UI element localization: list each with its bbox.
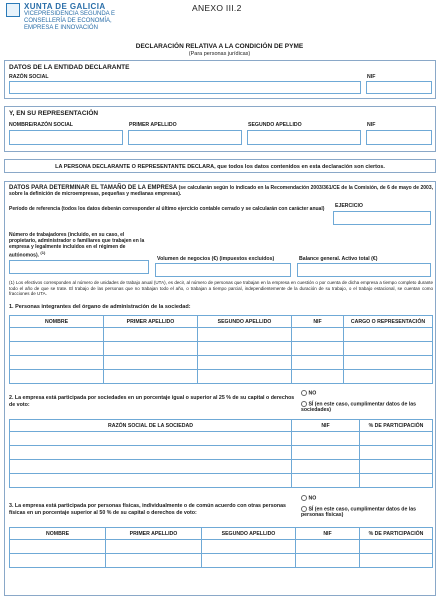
q2-si-label: SÍ (en este caso, cumplimentar datos de las sociedades) (301, 401, 416, 414)
q2-option-no[interactable] (301, 390, 316, 396)
q3-col-segundo-apellido: SEGUNDO APELLIDO (202, 528, 296, 540)
balance-field[interactable] (297, 263, 431, 277)
table-cell[interactable] (360, 554, 433, 568)
table-cell[interactable] (104, 342, 198, 356)
table-row (10, 328, 433, 342)
q3-table (9, 527, 433, 568)
rep-segundo-apellido-label: SEGUNDO APELLIDO (248, 122, 302, 128)
logo-line-2: CONSELLERÍA DE ECONOMÍA, (24, 17, 112, 24)
rep-nif-field[interactable] (366, 130, 432, 145)
rep-nombre-label: NOMBRE/RAZÓN SOCIAL (9, 122, 73, 128)
table-cell[interactable] (10, 328, 104, 342)
q2-no-radio[interactable] (301, 390, 307, 396)
q1-col-primer-apellido: PRIMER APELLIDO (104, 316, 198, 328)
table-row (10, 474, 433, 488)
table-cell[interactable] (10, 474, 292, 488)
q3-no-label: NO (308, 495, 317, 502)
balance-label: Balance general. Activo total (€) (299, 256, 378, 262)
q2-no-label: NO (308, 390, 317, 397)
table-cell[interactable] (106, 554, 202, 568)
annex-label: ANEXO III.2 (192, 3, 242, 13)
negocios-field[interactable] (155, 263, 291, 277)
entity-nif-field[interactable] (366, 81, 432, 94)
table-cell[interactable] (104, 328, 198, 342)
rep-nombre-field[interactable] (9, 130, 123, 145)
table-cell[interactable] (10, 342, 104, 356)
rep-primer-apellido-field[interactable] (128, 130, 242, 145)
q2-table (9, 419, 433, 488)
q1-title: 1. Personas integrantes del órgano de administración de la sociedad: (9, 304, 191, 310)
representative-section (4, 106, 436, 152)
table-cell[interactable] (360, 540, 433, 554)
q2-title: 2. La empresa está participada por sociedades en un porcentaje igual o superior al 25 % de su capital o derechos de voto: (9, 395, 295, 408)
table-cell[interactable] (292, 432, 360, 446)
logo-line-3: EMPRESA E INNOVACIÓN (24, 24, 98, 31)
table-cell[interactable] (360, 474, 433, 488)
logo-line-1: VICEPRESIDENCIA SEGUNDA E (24, 11, 116, 17)
table-cell[interactable] (292, 446, 360, 460)
table-cell[interactable] (296, 554, 360, 568)
logo-brand: XUNTA DE GALICIA (24, 2, 106, 11)
xunta-logo-icon (6, 3, 20, 17)
table-header-row (10, 316, 433, 328)
q1-col-cargo: CARGO O REPRESENTACIÓN (344, 316, 433, 328)
table-row (10, 446, 433, 460)
table-row (10, 342, 433, 356)
table-header-row (10, 420, 433, 432)
q3-no-radio[interactable] (301, 495, 307, 501)
table-cell[interactable] (292, 370, 344, 384)
ejercicio-label: EJERCICIO (335, 203, 363, 209)
q3-option-si[interactable] (301, 506, 431, 518)
q1-col-nif: NIF (292, 316, 344, 328)
company-size-section (4, 181, 436, 596)
table-cell[interactable] (10, 540, 106, 554)
company-size-heading (9, 185, 433, 197)
q1-col-nombre: NOMBRE (10, 316, 104, 328)
q3-col-nif: NIF (296, 528, 360, 540)
q2-option-si[interactable] (301, 401, 431, 413)
table-cell[interactable] (104, 370, 198, 384)
table-cell[interactable] (198, 328, 292, 342)
trabajadores-field[interactable] (9, 260, 149, 274)
company-size-note: (se calcularán según lo indicado en la Recomendación 2003/361/CE de la Comisión, de 6 de mayo de 2003, sobre la definición de microempresas, pequeñas y medianas empresas). (9, 185, 433, 197)
table-row (10, 540, 433, 554)
q3-col-nombre: NOMBRE (10, 528, 106, 540)
rep-segundo-apellido-field[interactable] (247, 130, 361, 145)
table-row (10, 370, 433, 384)
table-cell[interactable] (344, 370, 433, 384)
q3-si-label: SÍ (en este caso, cumplimentar datos de las personas físicas) (301, 506, 416, 519)
table-cell[interactable] (360, 446, 433, 460)
trabajadores-label (9, 232, 151, 259)
table-cell[interactable] (10, 446, 292, 460)
table-cell[interactable] (292, 356, 344, 370)
q2-col-nif: NIF (292, 420, 360, 432)
table-cell[interactable] (292, 342, 344, 356)
table-cell[interactable] (202, 554, 296, 568)
representative-section-title: Y, EN SU REPRESENTACIÓN (9, 110, 99, 117)
table-cell[interactable] (344, 342, 433, 356)
uta-footnote: (1) Los efectivos corresponden al número de unidades de trabajo anual (UTA), es decir, al número de personas que trabajan en la empresa en cuestión o por cuenta de dicha empresa a tiempo completo durante todo el año de que se trate. El trabajo de las personas que no trabajan todo el año, o trabajan a tiempo parcial, independientemente de la duración de su trabajo, o el trabajo estacional, se cuentan como fracciones de UTA. (9, 280, 433, 296)
company-size-title: DATOS PARA DETERMINAR EL TAMAÑO DE LA EMPRESA (9, 185, 178, 191)
q2-col-razon-social: RAZÓN SOCIAL DE LA SOCIEDAD (10, 420, 292, 432)
razon-social-label: RAZÓN SOCIAL (9, 74, 49, 80)
table-cell[interactable] (292, 460, 360, 474)
table-cell[interactable] (202, 540, 296, 554)
table-cell[interactable] (106, 540, 202, 554)
rep-primer-apellido-label: PRIMER APELLIDO (129, 122, 177, 128)
page-subtitle: (Para personas jurídicas) (188, 51, 251, 57)
q3-si-radio[interactable] (301, 506, 307, 512)
table-cell[interactable] (292, 328, 344, 342)
q2-si-radio[interactable] (301, 401, 307, 407)
table-cell[interactable] (296, 540, 360, 554)
q1-col-segundo-apellido: SEGUNDO APELLIDO (198, 316, 292, 328)
table-cell[interactable] (198, 356, 292, 370)
table-cell[interactable] (198, 370, 292, 384)
table-cell[interactable] (10, 370, 104, 384)
table-cell[interactable] (360, 460, 433, 474)
q1-table (9, 315, 433, 384)
table-cell[interactable] (344, 328, 433, 342)
table-row (10, 460, 433, 474)
rep-nif-label: NIF (367, 122, 376, 128)
table-row (10, 356, 433, 370)
ejercicio-field[interactable] (333, 211, 431, 225)
q2-col-participacion: % DE PARTICIPACIÓN (360, 420, 433, 432)
q3-col-primer-apellido: PRIMER APELLIDO (106, 528, 202, 540)
trabajadores-ref: (1) (40, 250, 46, 255)
table-cell[interactable] (360, 432, 433, 446)
trabajadores-text: Número de trabajadores (incluido, en su caso, el propietario, administrador o familiares que trabajen en la empresa y legalmente incluidos en el régimen de autónomos). (9, 232, 145, 259)
table-cell[interactable] (198, 342, 292, 356)
table-row (10, 554, 433, 568)
page-title: DECLARACIÓN RELATIVA A LA CONDICIÓN DE PYME (135, 43, 304, 50)
table-cell[interactable] (292, 474, 360, 488)
q3-option-no[interactable] (301, 495, 316, 501)
q3-col-participacion: % DE PARTICIPACIÓN (360, 528, 433, 540)
entity-section-title: DATOS DE LA ENTIDAD DECLARANTE (9, 64, 130, 71)
logo-text (24, 2, 134, 31)
declaration-statement: LA PERSONA DECLARANTE O REPRESENTANTE DECLARA, que todos los datos contenidos en esta declaración son ciertos. (4, 159, 436, 173)
table-cell[interactable] (10, 554, 106, 568)
table-cell[interactable] (10, 460, 292, 474)
periodo-label: Período de referencia (todos los datos deberán corresponder al último ejercicio contable cerrado y se calcularán con carácter anual) (9, 206, 325, 212)
table-header-row (10, 528, 433, 540)
table-cell[interactable] (10, 432, 292, 446)
table-cell[interactable] (344, 356, 433, 370)
table-cell[interactable] (104, 356, 198, 370)
table-row (10, 432, 433, 446)
entity-section (4, 60, 436, 99)
table-cell[interactable] (10, 356, 104, 370)
entity-nif-label: NIF (367, 74, 376, 80)
negocios-label: Volumen de negocios (€) (impuestos excluidos) (157, 256, 275, 262)
q3-title: 3. La empresa está participada por personas físicas, individualmente o de común acuerdo con otras personas físicas en un porcentaje superior al 50 % de su capital o derechos de voto: (9, 503, 286, 516)
razon-social-field[interactable] (9, 81, 361, 94)
